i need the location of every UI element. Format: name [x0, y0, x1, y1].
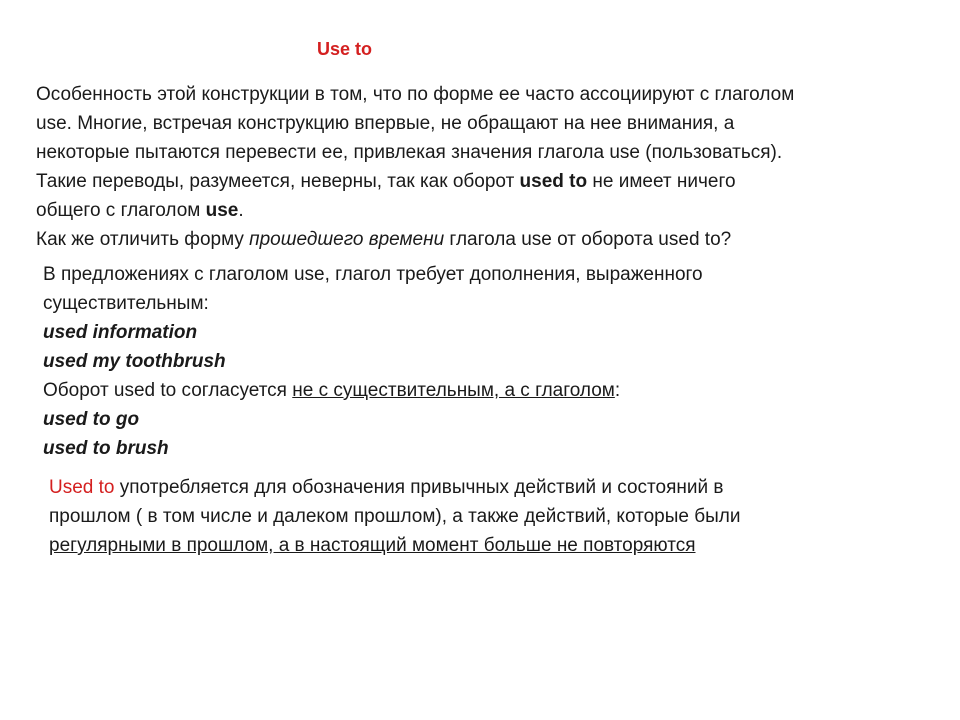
example-used-information: used information — [43, 322, 198, 343]
usage-line-5-text: Оборот used to согласуется — [43, 380, 293, 401]
intro-line-2: use. Многие, встречая конструкцию впервые, не обращают на нее внимания, а — [36, 113, 735, 134]
example-used-my-toothbrush: used my toothbrush — [43, 351, 226, 372]
meaning-line-1 — [49, 473, 740, 502]
used-to-bold: used to — [519, 171, 588, 192]
slide-title: Use to — [317, 39, 373, 59]
intro-question-tail: глагола use от оборота used to? — [444, 229, 732, 250]
usage-line-5-tail: : — [614, 380, 621, 401]
intro-line-5 — [36, 196, 794, 225]
meaning-paragraph — [49, 473, 740, 560]
intro-line-3: некоторые пытаются перевести ее, привлекая значения глагола use (пользоваться). — [36, 142, 783, 163]
usage-line-2: существительным: — [43, 293, 209, 314]
meaning-line-2: прошлом ( в том числе и далеком прошлом), а также действий, которые были — [49, 506, 741, 527]
intro-line-5-text: общего с глаголом — [36, 200, 206, 221]
usage-line-1: В предложениях с глаголом use, глагол требует дополнения, выраженного — [43, 264, 703, 285]
usage-line-5 — [43, 376, 703, 405]
past-tense-italic: прошедшего времени — [249, 229, 445, 250]
meaning-line-1-text: употребляется для обозначения привычных действий и состояний в — [114, 477, 724, 498]
used-to-red: Used to — [49, 477, 115, 498]
intro-line-4-text: Такие переводы, разумеется, неверны, так как оборот — [36, 171, 520, 192]
verb-agreement-underlined: не с существительным, а с глаголом — [292, 380, 615, 401]
intro-line-1: Особенность этой конструкции в том, что по форме ее часто ассоциируют с глаголом — [36, 84, 795, 105]
intro-line-5-tail: . — [238, 200, 244, 221]
usage-paragraph — [43, 260, 703, 463]
example-used-to-brush: used to brush — [43, 438, 169, 459]
intro-question — [36, 225, 794, 254]
intro-line-4-tail: не имеет ничего — [587, 171, 736, 192]
intro-line-4 — [36, 167, 794, 196]
example-used-to-go: used to go — [43, 409, 140, 430]
intro-question-text: Как же отличить форму — [36, 229, 250, 250]
intro-paragraph — [36, 80, 794, 254]
meaning-line-3: регулярными в прошлом, а в настоящий момент больше не повторяются — [49, 535, 696, 556]
use-bold: use — [205, 200, 239, 221]
